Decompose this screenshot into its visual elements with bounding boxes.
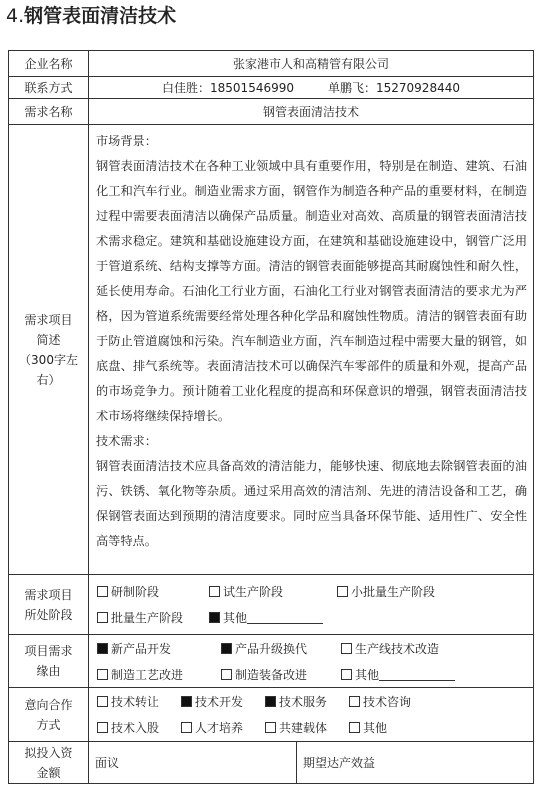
checkbox-icon[interactable] <box>97 612 108 623</box>
checkbox-icon[interactable] <box>181 722 192 733</box>
coop-option-consulting[interactable]: 技术咨询 <box>349 693 411 710</box>
company-label: 企业名称 <box>9 51 89 77</box>
section-title <box>6 4 176 28</box>
checkbox-icon[interactable] <box>221 669 232 680</box>
description-row <box>9 125 534 575</box>
checkbox-icon[interactable] <box>97 722 108 733</box>
coop-option-talent[interactable]: 人才培养 <box>181 719 265 736</box>
origin-other-blank[interactable] <box>379 668 455 681</box>
checkbox-icon[interactable] <box>349 696 360 707</box>
cooperation-row <box>9 688 534 742</box>
checkbox-icon[interactable] <box>97 696 108 707</box>
investment-label: 拟投入资 金额 <box>9 742 89 784</box>
checkbox-checked-icon[interactable] <box>97 643 108 654</box>
demand-name-label: 需求名称 <box>9 99 89 125</box>
origin-option-new-product[interactable]: 新产品开发 <box>97 640 221 657</box>
origin-row <box>9 635 534 688</box>
stage-other-blank[interactable] <box>247 611 323 624</box>
description-label: 需求项目 简述 （300字左 右） <box>9 125 89 575</box>
checkbox-icon[interactable] <box>265 722 276 733</box>
stage-options <box>89 575 534 635</box>
demand-form-table <box>8 50 534 784</box>
contact-value <box>89 77 534 99</box>
coop-option-other[interactable]: 其他 <box>349 719 387 736</box>
stage-option-small-batch[interactable]: 小批量生产阶段 <box>337 583 435 600</box>
origin-option-process[interactable]: 制造工艺改进 <box>97 666 221 683</box>
coop-option-service[interactable]: 技术服务 <box>265 693 349 710</box>
demand-name-row <box>9 99 534 125</box>
stage-option-research[interactable]: 研制阶段 <box>97 583 209 600</box>
checkbox-checked-icon[interactable] <box>181 696 192 707</box>
stage-option-other[interactable]: 其他 <box>209 609 323 626</box>
contact-row <box>9 77 534 99</box>
checkbox-checked-icon[interactable] <box>221 643 232 654</box>
contact-label: 联系方式 <box>9 77 89 99</box>
investment-value[interactable]: 面议 <box>89 742 297 784</box>
stage-option-trial[interactable]: 试生产阶段 <box>209 583 337 600</box>
checkbox-icon[interactable] <box>97 669 108 680</box>
market-text: 钢管表面清洁技术在各种工业领域中具有重要作用，特别是在制造、建筑、石油化工和汽车行业。制造业需求方面，钢管作为制造各种产品的重要材料，在制造过程中需要表面清洁以确保产品质量。制造业对高效、高质量的钢管表面清洁技术需求稳定。建筑和基础设施建设方面，在建筑和基础设施建设中，钢管广泛用于管道系统、结构支撑等方面。清洁的钢管表面能够提高其耐腐蚀性和耐久性，延长使用寿命。石油化工行业方面，石油化工行业对钢管表面清洁的要求尤为严格，因为管道系统需要经常处理各种化学品和腐蚀性物质。清洁的钢管表面有助于防止管道腐蚀和污染。汽车制造业方面，汽车制造过程中需要大量的钢管，如底盘、排气系统等。表面清洁技术可以确保汽车零部件的质量和外观，提高产品的市场竞争力。预计随着工业化程度的提高和环保意识的增强，钢管表面清洁技术市场将继续保持增长。 <box>96 159 528 423</box>
company-name-value: 张家港市人和高精管有限公司 <box>89 51 534 77</box>
stage-option-mass[interactable]: 批量生产阶段 <box>97 609 209 626</box>
origin-option-line-upgrade[interactable]: 生产线技术改造 <box>341 640 439 657</box>
origin-option-other[interactable]: 其他 <box>341 666 455 683</box>
contact-person-2: 单鹏飞：15270928440 <box>328 81 460 95</box>
expected-benefit-label: 期望达产效益 <box>303 756 376 770</box>
stage-row <box>9 575 534 635</box>
checkbox-icon[interactable] <box>341 669 352 680</box>
checkbox-checked-icon[interactable] <box>209 612 220 623</box>
market-heading: 市场背景： <box>96 134 157 148</box>
origin-option-upgrade[interactable]: 产品升级换代 <box>221 640 341 657</box>
expected-benefit-cell[interactable] <box>297 742 534 784</box>
contact-person-1: 白佳胜：18501546990 <box>162 81 294 95</box>
cooperation-label: 意向合作 方式 <box>9 688 89 742</box>
checkbox-icon[interactable] <box>97 586 108 597</box>
checkbox-icon[interactable] <box>337 586 348 597</box>
company-row <box>9 51 534 77</box>
coop-option-transfer[interactable]: 技术转让 <box>97 693 181 710</box>
origin-options <box>89 635 534 688</box>
demand-name-value: 钢管表面清洁技术 <box>89 99 534 125</box>
checkbox-icon[interactable] <box>341 643 352 654</box>
section-number: 4. <box>6 5 25 27</box>
tech-heading: 技术需求： <box>96 434 157 448</box>
origin-label: 项目需求 缘由 <box>9 635 89 688</box>
description-content <box>89 125 534 575</box>
checkbox-checked-icon[interactable] <box>265 696 276 707</box>
checkbox-icon[interactable] <box>349 722 360 733</box>
tech-text: 钢管表面清洁技术应具备高效的清洁能力，能够快速、彻底地去除钢管表面的油污、铁锈、氧化物等杂质。通过采用高效的清洁剂、先进的清洁设备和工艺，确保钢管表面达到预期的清洁度要求。同时应当具备环保节能、适用性广、安全性高等特点。 <box>96 459 528 548</box>
coop-option-development[interactable]: 技术开发 <box>181 693 265 710</box>
coop-option-platform[interactable]: 共建载体 <box>265 719 349 736</box>
coop-option-equity[interactable]: 技术入股 <box>97 719 181 736</box>
investment-row <box>9 742 534 784</box>
stage-label: 需求项目 所处阶段 <box>9 575 89 635</box>
cooperation-options <box>89 688 534 742</box>
checkbox-icon[interactable] <box>209 586 220 597</box>
origin-option-equipment[interactable]: 制造装备改进 <box>221 666 341 683</box>
section-title-text: 钢管表面清洁技术 <box>24 5 177 27</box>
